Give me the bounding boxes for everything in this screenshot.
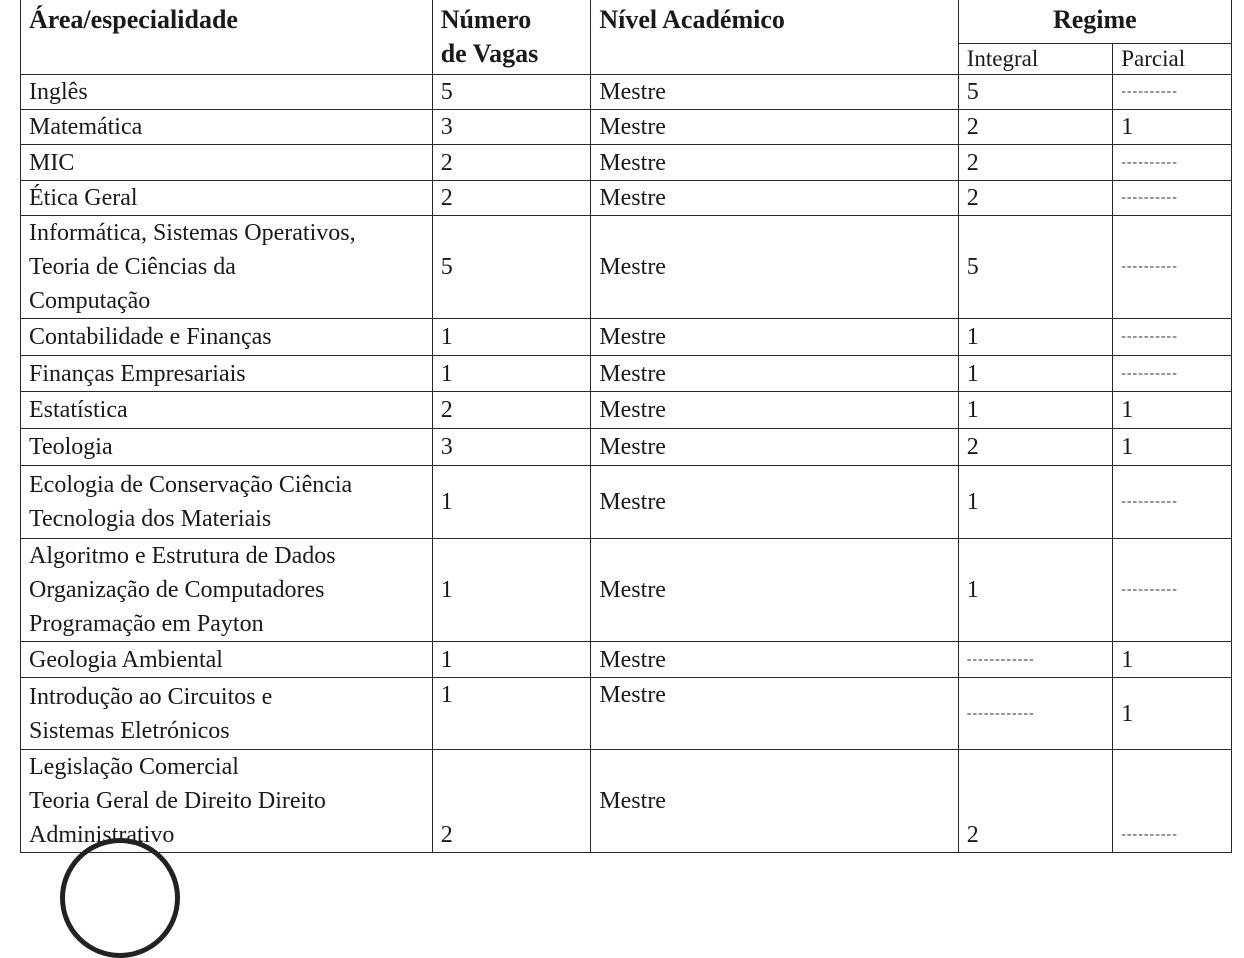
cell-vagas: 1 — [432, 319, 591, 356]
cell-area — [21, 539, 433, 642]
table-row — [21, 466, 1232, 539]
cell-vagas: 2 — [432, 750, 591, 853]
cell-integral: 1 — [958, 392, 1113, 429]
cell-nivel: Mestre — [591, 319, 958, 356]
cell-nivel: Mestre — [591, 678, 958, 750]
area-line: Matemática — [29, 114, 143, 140]
header-regime: Regime — [958, 0, 1231, 44]
vacancies-table — [20, 0, 1232, 853]
header-area: Área/especialidade — [21, 0, 433, 75]
table-row — [21, 75, 1232, 110]
cell-vagas: 3 — [432, 110, 591, 145]
cell-parcial: ---------- — [1113, 181, 1232, 216]
cell-area — [21, 678, 433, 750]
cell-vagas: 1 — [432, 539, 591, 642]
cell-area — [21, 216, 433, 319]
table-row — [21, 539, 1232, 642]
cell-parcial: 1 — [1113, 392, 1232, 429]
cell-integral: 1 — [958, 466, 1113, 539]
table-row — [21, 181, 1232, 216]
cell-parcial: 1 — [1113, 429, 1232, 466]
cell-parcial: ---------- — [1113, 216, 1232, 319]
cell-vagas: 3 — [432, 429, 591, 466]
area-line: Finanças Empresariais — [29, 360, 246, 387]
cell-parcial: ---------- — [1113, 145, 1232, 181]
cell-parcial: ---------- — [1113, 356, 1232, 392]
cell-area — [21, 319, 433, 356]
cell-parcial: ---------- — [1113, 750, 1232, 853]
area-line: Sistemas Eletrónicos — [29, 717, 230, 744]
cell-area — [21, 75, 433, 110]
table-body — [21, 75, 1232, 853]
cell-parcial: 1 — [1113, 642, 1232, 678]
cell-integral: 1 — [958, 319, 1113, 356]
header-parcial: Parcial — [1113, 44, 1232, 75]
area-line: Estatística — [29, 397, 128, 423]
cell-vagas: 1 — [432, 642, 591, 678]
area-line: Legislação Comercial — [29, 754, 239, 780]
header-vagas-line2: de Vagas — [440, 39, 539, 68]
header-vagas-line1: Número — [440, 5, 532, 34]
cell-nivel: Mestre — [591, 110, 958, 145]
cell-integral: 5 — [958, 75, 1113, 110]
cell-vagas: 2 — [432, 145, 591, 181]
cell-parcial: 1 — [1113, 678, 1232, 750]
cell-nivel: Mestre — [591, 642, 958, 678]
area-line: Contabilidade e Finanças — [29, 324, 272, 350]
table-row — [21, 356, 1232, 392]
table-row — [21, 750, 1232, 853]
cell-nivel: Mestre — [591, 181, 958, 216]
cell-integral: ------------ — [958, 678, 1113, 750]
area-line: Teoria Geral de Direito Direito — [29, 788, 326, 814]
cell-parcial: ---------- — [1113, 466, 1232, 539]
area-line: Tecnologia dos Materiais — [29, 506, 272, 532]
cell-parcial: ---------- — [1113, 75, 1232, 110]
area-line: Ecologia de Conservação Ciência — [29, 472, 353, 498]
area-line: Teoria de Ciências da — [29, 254, 236, 280]
cell-area — [21, 392, 433, 429]
cell-integral: 2 — [958, 750, 1113, 853]
cell-nivel: Mestre — [591, 356, 958, 392]
cell-nivel: Mestre — [591, 145, 958, 181]
stamp-seal — [60, 838, 180, 958]
cell-nivel: Mestre — [591, 392, 958, 429]
area-line: Teologia — [29, 434, 113, 460]
area-line: Organização de Computadores — [29, 577, 325, 603]
table-row — [21, 319, 1232, 356]
cell-integral: 2 — [958, 145, 1113, 181]
cell-integral: 2 — [958, 110, 1113, 145]
cell-integral: 1 — [958, 356, 1113, 392]
area-line: Introdução ao Circuitos e — [29, 683, 273, 710]
table-row — [21, 642, 1232, 678]
cell-nivel: Mestre — [591, 429, 958, 466]
header-nivel: Nível Académico — [591, 0, 958, 75]
area-line: Geologia Ambiental — [29, 646, 223, 673]
cell-nivel: Mestre — [591, 750, 958, 853]
cell-area — [21, 642, 433, 678]
cell-nivel: Mestre — [591, 216, 958, 319]
area-line: Computação — [29, 288, 151, 314]
cell-vagas: 5 — [432, 216, 591, 319]
area-line: MIC — [29, 149, 75, 176]
cell-area — [21, 356, 433, 392]
cell-vagas: 1 — [432, 356, 591, 392]
cell-area — [21, 145, 433, 181]
cell-vagas: 2 — [432, 392, 591, 429]
cell-parcial: ---------- — [1113, 319, 1232, 356]
area-line: Ética Geral — [29, 185, 138, 211]
cell-vagas: 1 — [432, 466, 591, 539]
header-row — [21, 0, 1232, 44]
cell-vagas: 5 — [432, 75, 591, 110]
cell-integral: 2 — [958, 181, 1113, 216]
cell-area — [21, 429, 433, 466]
header-integral: Integral — [958, 44, 1113, 75]
cell-vagas: 2 — [432, 181, 591, 216]
table-row — [21, 392, 1232, 429]
cell-nivel: Mestre — [591, 539, 958, 642]
table-row — [21, 110, 1232, 145]
area-line: Administrativo — [29, 822, 175, 848]
cell-area — [21, 750, 433, 853]
header-vagas — [432, 0, 591, 75]
area-line: Inglês — [29, 79, 88, 105]
area-line: Algoritmo e Estrutura de Dados — [29, 543, 336, 569]
area-line: Informática, Sistemas Operativos, — [29, 220, 356, 246]
table-row — [21, 145, 1232, 181]
cell-integral: 2 — [958, 429, 1113, 466]
cell-vagas: 1 — [432, 678, 591, 750]
cell-nivel: Mestre — [591, 75, 958, 110]
cell-area — [21, 181, 433, 216]
cell-integral: 5 — [958, 216, 1113, 319]
table-row — [21, 678, 1232, 750]
cell-area — [21, 466, 433, 539]
cell-parcial: ---------- — [1113, 539, 1232, 642]
area-line: Programação em Payton — [29, 611, 264, 637]
cell-integral: ------------ — [958, 642, 1113, 678]
cell-area — [21, 110, 433, 145]
cell-integral: 1 — [958, 539, 1113, 642]
cell-nivel: Mestre — [591, 466, 958, 539]
table-row — [21, 216, 1232, 319]
cell-parcial: 1 — [1113, 110, 1232, 145]
table-row — [21, 429, 1232, 466]
